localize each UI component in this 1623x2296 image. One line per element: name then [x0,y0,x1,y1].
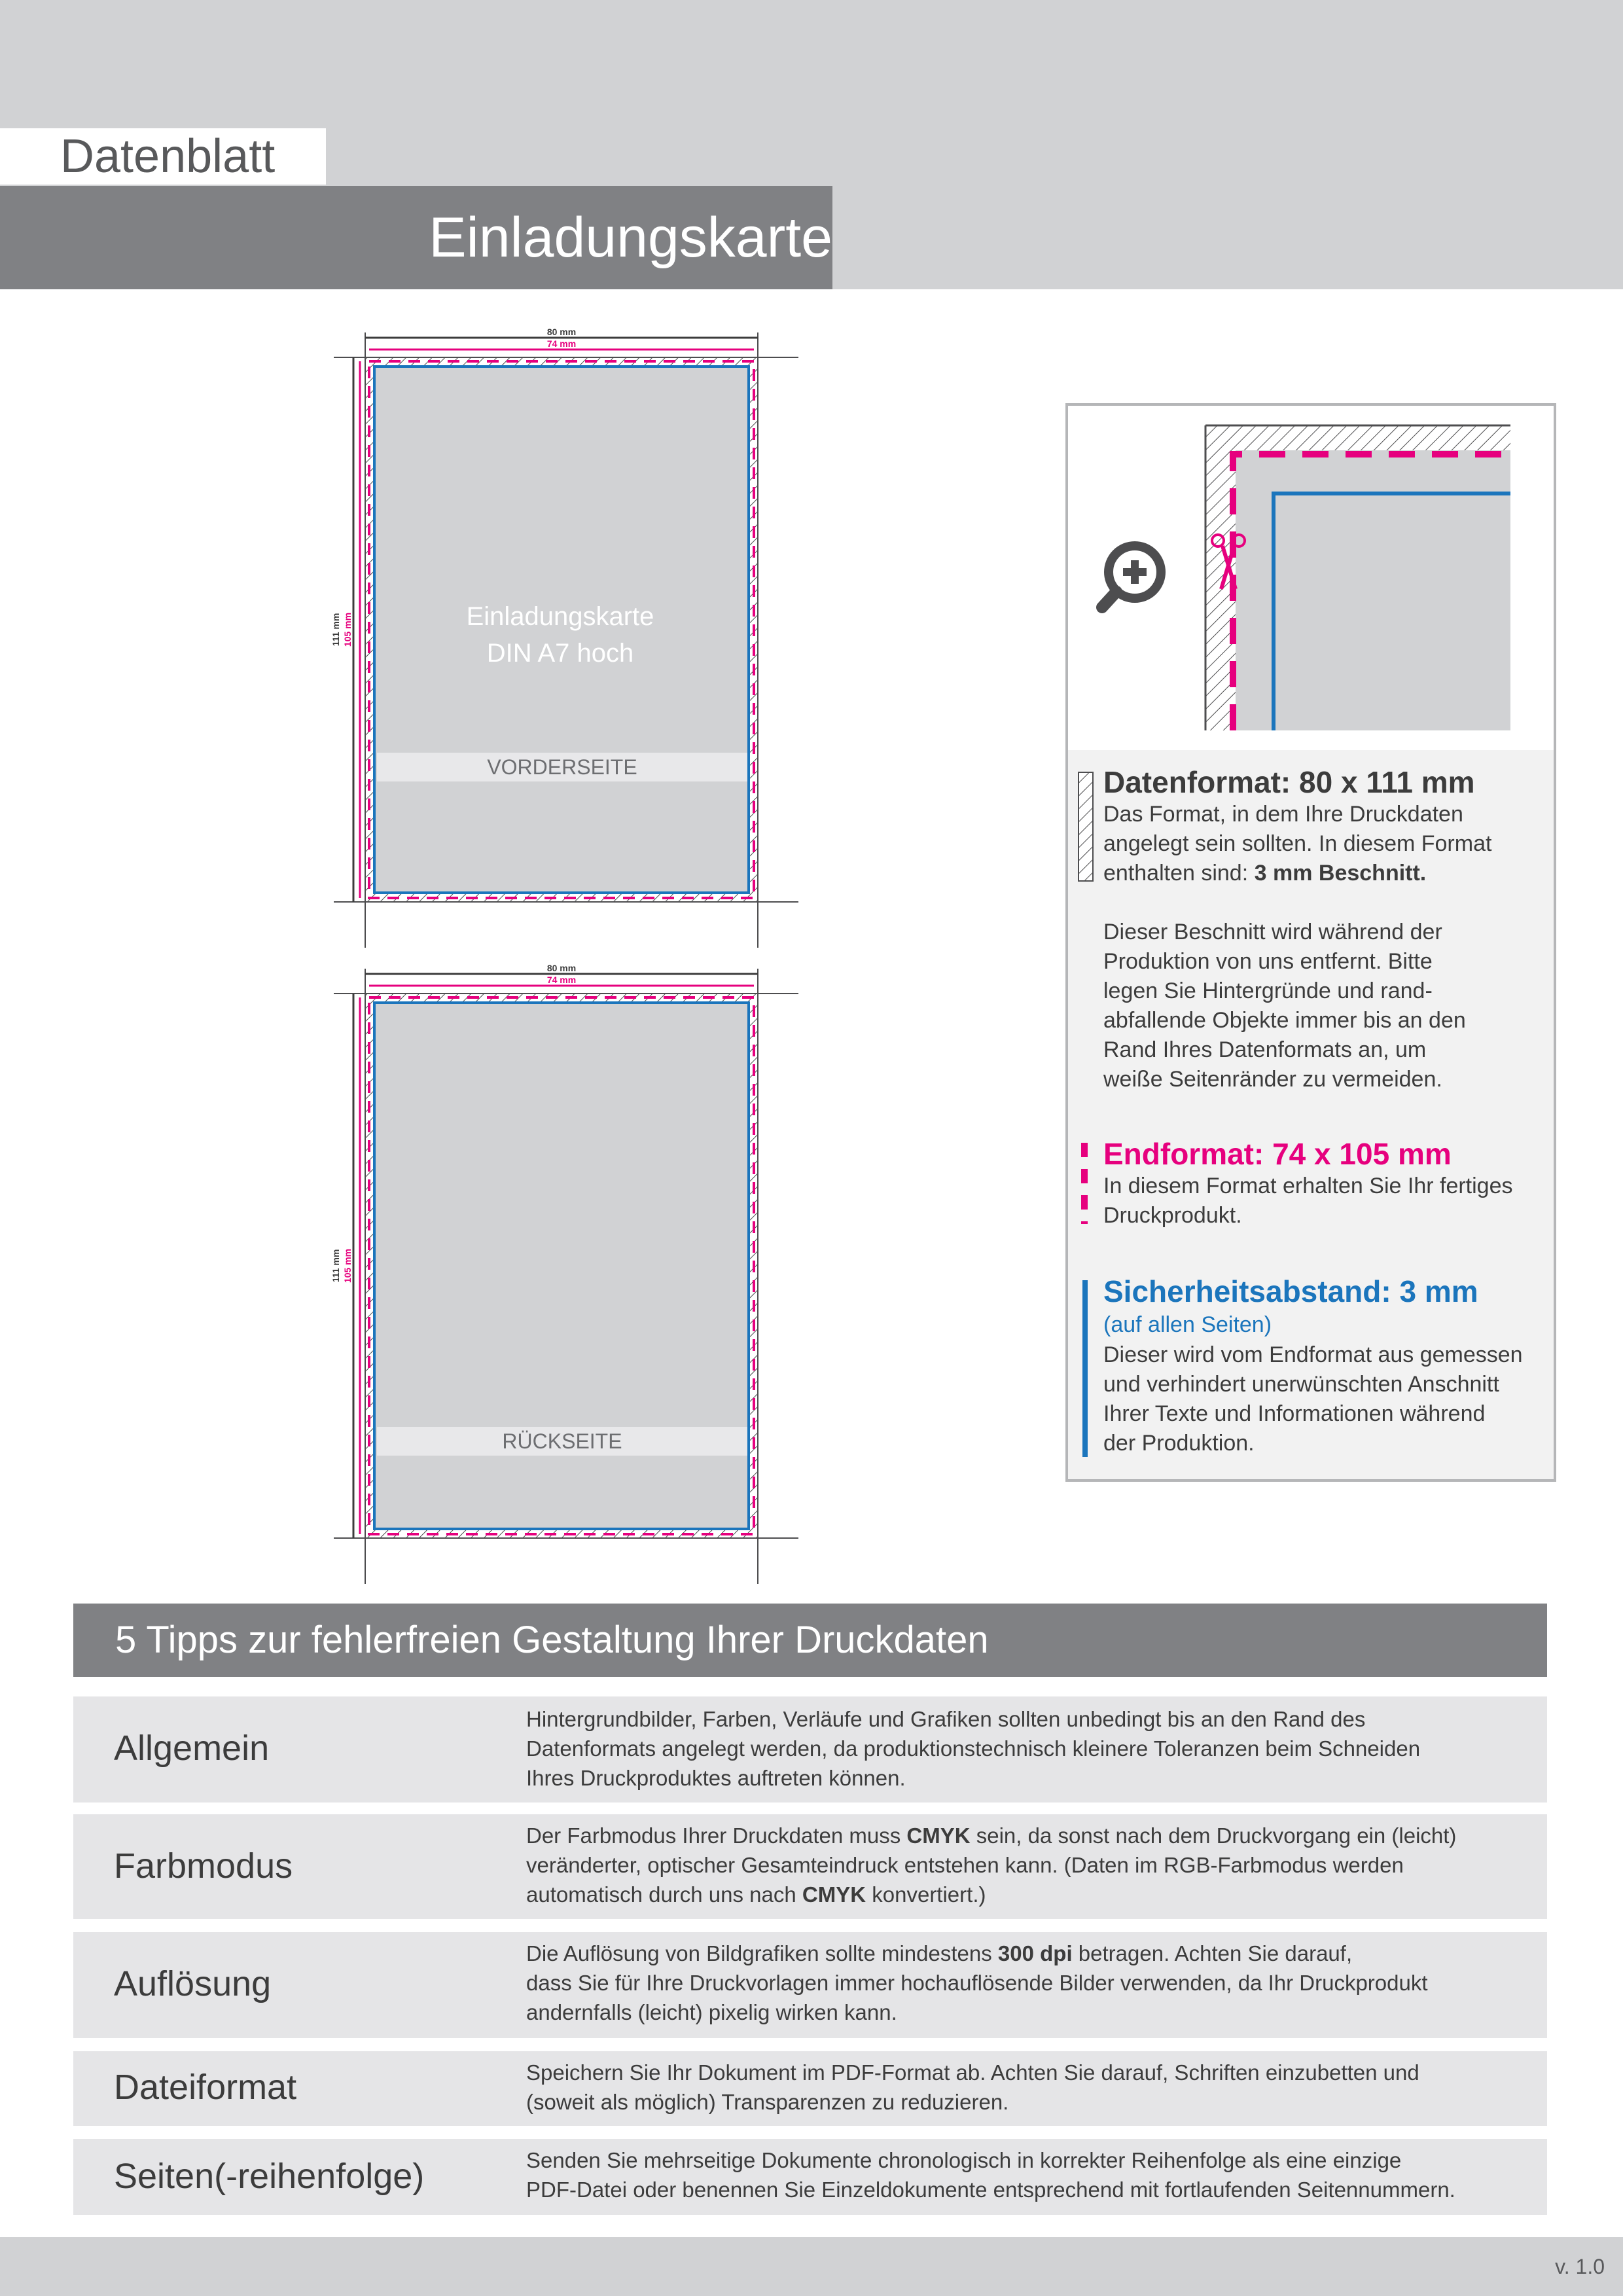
datenformat-title: Datenformat: 80 x 111 mm [1103,765,1475,799]
note-line: Produktion von uns entfernt. Bitte [1103,949,1433,974]
endformat-title: Endformat: 74 x 105 mm [1103,1137,1452,1171]
tips-header: 5 Tipps zur fehlerfreien Gestaltung Ihrer Druckdaten [115,1619,989,1661]
sicherheit-line: Dieser wird vom Endformat aus gemessen [1103,1342,1523,1367]
dim-height-inner: 105 mm [342,612,353,647]
note-line: Rand Ihres Datenformats an, um [1103,1037,1427,1062]
note-line: weiße Seitenränder zu vermeiden. [1103,1067,1442,1092]
tip-span: automatisch durch uns nach [526,1882,802,1907]
front-card-title-line1: Einladungskarte [466,602,654,631]
tip-line: Ihres Druckproduktes auftreten können. [526,1766,906,1790]
tip-span: Die Auflösung von Bildgrafiken sollte mindestens [526,1941,998,1965]
endformat-line: In diesem Format erhalten Sie Ihr fertiges [1103,1174,1513,1198]
tip-bold: 300 dpi [997,1941,1073,1965]
doc-type-label: Datenblatt [60,130,276,183]
tip-text [526,2145,1527,2204]
back-side-label: RÜCKSEITE [377,1427,747,1456]
tip-row-allgemein [73,1696,1547,1803]
back-card-svg [327,956,805,1584]
bleed-legend-icon [1077,771,1096,884]
tip-text [526,2058,1527,2117]
sicherheit-subtitle: (auf allen Seiten) [1103,1312,1272,1337]
tip-line: PDF-Datei oder benennen Sie Einzeldokumente entsprechend mit fortlaufenden Seitennummern. [526,2178,1455,2202]
note-line: abfallende Objekte immer bis an den [1103,1008,1466,1033]
tip-label: Farbmodus [114,1846,293,1886]
tip-label: Seiten(-reihenfolge) [114,2157,425,2196]
datenformat-line [1103,859,1535,888]
dim-height-inner: 105 mm [342,1248,353,1283]
page-title: Einladungskarte [429,206,832,269]
tip-span: betragen. Achten Sie darauf, [1072,1941,1353,1965]
tip-row-seiten [73,2139,1547,2215]
sicherheit-line: und verhindert unerwünschten Anschnitt [1103,1372,1499,1397]
endformat-line: Druckprodukt. [1103,1203,1242,1228]
dim-height-outer: 111 mm [330,1249,341,1283]
safety-legend-icon [1082,1280,1088,1457]
zoom-detail-panel [1065,403,1556,755]
tip-line: Senden Sie mehrseitige Dokumente chronologisch in korrekter Reihenfolge als eine einzige [526,2148,1402,2172]
endformat-desc [1103,1172,1535,1230]
front-card-title-line2: DIN A7 hoch [486,639,634,668]
tip-line: Datenformats angelegt werden, da produktionstechnisch kleinere Toleranzen beim Schneiden [526,1736,1421,1761]
sicherheit-desc [1103,1340,1535,1458]
datenformat-desc [1103,800,1535,888]
tip-line [526,1821,1527,1850]
zoom-icon [1102,546,1161,607]
datenformat-line: Das Format, in dem Ihre Druckdaten [1103,802,1463,827]
tip-label: Allgemein [114,1729,270,1768]
datenformat-line3-prefix: enthalten sind: [1103,861,1255,886]
tip-bold: CMYK [906,1823,971,1848]
tip-line: Speichern Sie Ihr Dokument im PDF-Format ab. Achten Sie darauf, Schriften einzubetten und [526,2060,1419,2085]
dim-width-inner: 74 mm [546,338,577,349]
version-label: v. 1.0 [1555,2255,1605,2278]
tip-line: Hintergrundbilder, Farben, Verläufe und Grafiken sollten unbedingt bis an den Rand des [526,1707,1366,1731]
tip-text [526,1939,1527,2027]
sicherheit-line: der Produktion. [1103,1431,1255,1456]
front-card-title [370,598,750,672]
tip-label: Auflösung [114,1964,272,2003]
datenformat-line3-bold: 3 mm Beschnitt. [1254,861,1427,886]
note-line: Dieser Beschnitt wird während der [1103,920,1442,944]
tip-row-farbmodus [73,1814,1547,1919]
tip-line: (soweit als möglich) Transparenzen zu reduzieren. [526,2090,1009,2114]
tip-row-dateiformat [73,2051,1547,2126]
front-side-label: VORDERSEITE [377,753,747,781]
footer-band [0,2237,1623,2296]
dim-width-inner: 74 mm [546,975,577,985]
dim-height-outer: 111 mm [330,613,341,647]
tip-text [526,1704,1527,1793]
tip-line: andernfalls (leicht) pixelig wirken kann. [526,2000,897,2024]
tip-line: veränderter, optischer Gesamteindruck entstehen kann. (Daten im RGB-Farbmodus werden [526,1853,1404,1877]
tip-line [526,1939,1527,1968]
tip-row-aufloesung [73,1932,1547,2038]
dim-width-outer: 80 mm [546,963,577,973]
tip-text [526,1821,1527,1909]
sicherheit-title: Sicherheitsabstand: 3 mm [1103,1274,1478,1308]
tip-span: Der Farbmodus Ihrer Druckdaten muss [526,1823,907,1848]
tip-bold: CMYK [802,1882,866,1907]
tip-span: sein, da sonst nach dem Druckvorgang ein (leicht) [970,1823,1457,1848]
dim-width-outer: 80 mm [546,327,577,337]
sicherheit-line: Ihrer Texte und Informationen während [1103,1401,1486,1426]
tip-line [526,1880,1527,1909]
datenformat-note [1103,918,1535,1094]
zoom-detail-svg [1068,406,1554,753]
trim-legend-icon [1080,1143,1089,1224]
back-card-diagram [327,956,805,1584]
note-line: legen Sie Hintergründe und rand- [1103,978,1433,1003]
tip-label: Dateiformat [114,2068,297,2107]
tip-line: dass Sie für Ihre Druckvorlagen immer hochauflösende Bilder verwenden, da Ihr Druckprodukt [526,1971,1428,1995]
tip-span: konvertiert.) [866,1882,986,1907]
datenformat-line: angelegt sein sollten. In diesem Format [1103,831,1492,856]
